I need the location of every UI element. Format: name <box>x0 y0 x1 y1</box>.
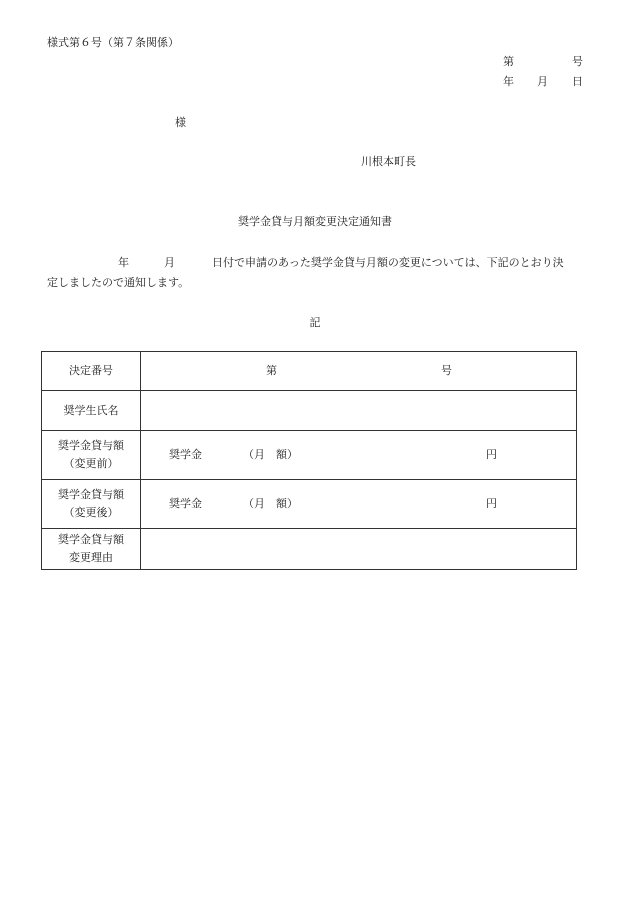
date-year-label: 年 <box>503 75 514 88</box>
decision-table <box>41 351 577 570</box>
decision-number-suffix: 号 <box>441 364 452 377</box>
document-title: 奨学金貸与月額変更決定通知書 <box>238 215 392 228</box>
addressee-honorific: 様 <box>175 116 186 129</box>
decision-number-label: 決定番号 <box>42 352 141 391</box>
table-row <box>42 391 577 431</box>
date-month-label: 月 <box>537 75 548 88</box>
monthly-label: （月 額） <box>243 448 298 461</box>
form-number: 様式第６号（第７条関係） <box>47 36 179 49</box>
decision-number-value <box>141 352 577 391</box>
table-row <box>42 529 577 570</box>
table-row <box>42 352 577 391</box>
body-month-label: 月 <box>164 256 175 269</box>
student-name-label: 奨学生氏名 <box>42 391 141 431</box>
amount-after-label: 奨学金貸与額 （変更後） <box>42 480 141 529</box>
decision-number-prefix: 第 <box>266 364 277 377</box>
yen-label: 円 <box>486 497 497 510</box>
amount-before-label: 奨学金貸与額 （変更前） <box>42 431 141 480</box>
document-number-suffix: 号 <box>572 55 583 68</box>
change-reason-label: 奨学金貸与額 変更理由 <box>42 529 141 570</box>
body-year-label: 年 <box>118 256 129 269</box>
scholarship-label: 奨学金 <box>169 497 202 510</box>
scholarship-label: 奨学金 <box>169 448 202 461</box>
amount-after-value <box>141 480 577 529</box>
body-text-line1: 日付で申請のあった奨学金貸与月額の変更については、下記のとおり決 <box>212 256 564 269</box>
table-row <box>42 431 577 480</box>
body-text-line2: 定しましたので通知します。 <box>47 276 190 289</box>
monthly-label: （月 額） <box>243 497 298 510</box>
issuer-name: 川根本町長 <box>361 155 416 168</box>
date-day-label: 日 <box>572 75 583 88</box>
document-number-prefix: 第 <box>503 55 514 68</box>
change-reason-value <box>141 529 577 570</box>
student-name-value <box>141 391 577 431</box>
yen-label: 円 <box>486 448 497 461</box>
ki-heading: 記 <box>309 316 321 329</box>
table-row <box>42 480 577 529</box>
amount-before-value <box>141 431 577 480</box>
